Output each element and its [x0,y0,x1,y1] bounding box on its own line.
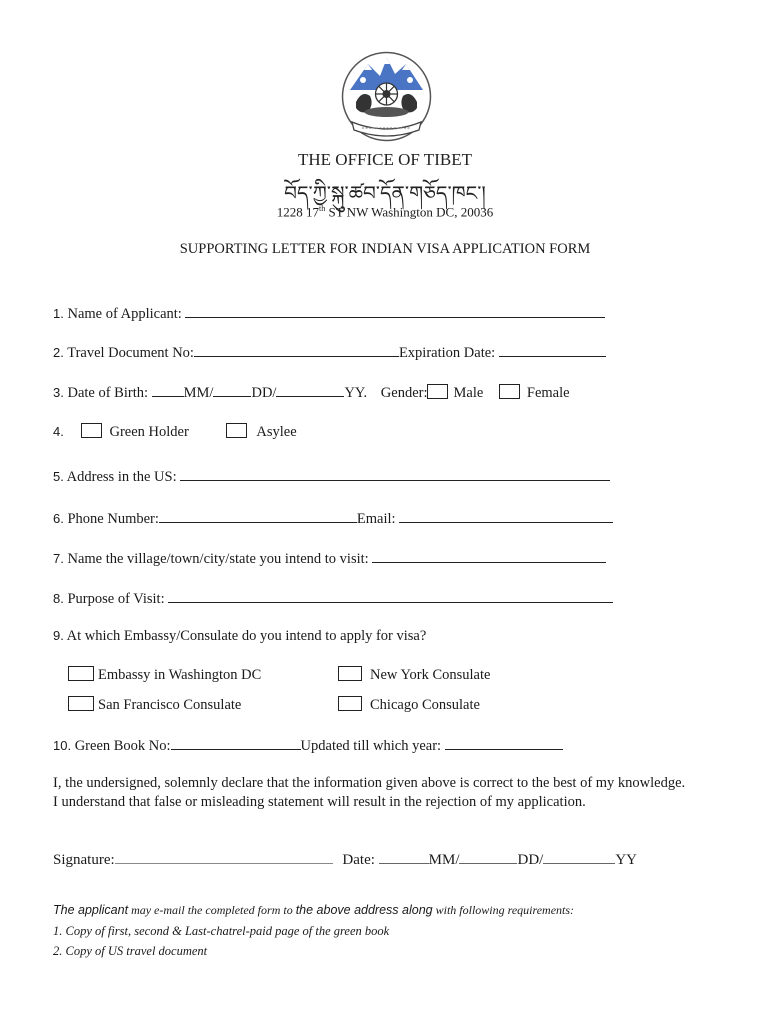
sign-mm: MM/ [428,852,460,868]
field-embassy-question [53,628,426,645]
new-york-checkbox[interactable] [338,666,362,681]
note-part-b: may e-mail the completed form to [128,903,296,917]
field-number: 3. [53,385,64,400]
male-checkbox[interactable] [427,384,448,399]
option-chicago [338,696,480,714]
address-line-post: ST NW Washington DC, 20036 [325,204,494,220]
updated-label: Updated till which year: [300,738,442,754]
green-book-input[interactable] [171,736,301,750]
tibetan-title: བོད་ཀྱི་སྐུ་ཚབ་དོན་གཅོད་ཁང་། [284,183,486,205]
chicago-checkbox[interactable] [338,696,362,711]
san-francisco-checkbox[interactable] [68,696,94,711]
sign-dd: DD/ [517,852,544,868]
note-part-c: the above address along [295,903,433,917]
signature-row [53,850,637,869]
requirement-2: 2. Copy of US travel document [53,944,208,958]
sign-yy: YY [615,852,637,868]
signature-label: Signature: [53,852,115,868]
field-label: Purpose of Visit: [67,591,165,607]
field-purpose [53,589,613,608]
new-york-label: New York Consulate [370,667,491,683]
field-name-of-applicant [53,304,605,323]
field-number: 8. [53,591,64,606]
female-label: Female [526,385,570,401]
field-number: 7. [53,551,64,566]
embassy-dc-label: Embassy in Washington DC [98,667,262,683]
dob-day-input[interactable] [213,383,251,397]
address-line-pre: 1228 17 [276,204,320,220]
field-label: Travel Document No: [67,345,194,361]
visit-place-input[interactable] [372,549,606,563]
san-francisco-label: San Francisco Consulate [98,697,242,713]
address-sup: th [319,204,326,213]
dob-month-input[interactable] [152,383,184,397]
email-input[interactable] [399,509,613,523]
field-green-book [53,736,563,755]
option-embassy-dc [68,666,261,684]
declaration-line-1: I, the undersigned, solemnly declare that the information given above is correct to the best of my knowledge. [53,775,686,791]
note-part-d: with following requirements: [432,903,575,917]
dob-mm: MM/ [183,385,214,401]
field-number: 9. [53,628,64,643]
office-address [0,204,770,220]
green-holder-checkbox[interactable] [81,423,102,438]
purpose-input[interactable] [168,589,613,603]
signature-input[interactable] [115,850,333,864]
field-label: Name of Applicant: [67,306,182,322]
expiration-date-input[interactable] [499,343,606,357]
declaration-line-2: I understand that false or misleading statement will result in the rejection of my application. [53,794,586,810]
field-label: At which Embassy/Consulate do you intend to apply for visa? [66,628,427,644]
field-label: Date of Birth: [67,385,149,401]
field-status [53,423,297,441]
asylee-checkbox[interactable] [226,423,247,438]
requirement-1: 1. Copy of first, second & Last-chatrel-paid page of the green book [53,924,390,938]
male-label: Male [453,385,484,401]
office-title: THE OFFICE OF TIBET [298,150,472,169]
field-travel-document [53,343,606,362]
address-input[interactable] [180,467,610,481]
field-number: 5. [53,469,64,484]
note-part-a: The applicant [53,903,129,917]
dob-dd: DD/ [251,385,277,401]
embassy-dc-checkbox[interactable] [68,666,94,681]
field-number: 1. [53,306,64,321]
sign-year-input[interactable] [543,850,615,864]
field-phone-email [53,509,613,528]
field-label: Green Book No: [74,738,171,754]
field-number: 10. [53,738,72,753]
sign-month-input[interactable] [379,850,429,864]
field-label: Name the village/town/city/state you intend to visit: [67,551,369,567]
dob-year-input[interactable] [276,383,344,397]
asylee-label: Asylee [256,424,297,440]
sign-day-input[interactable] [459,850,517,864]
chicago-label: Chicago Consulate [370,697,480,713]
footer-note [53,903,574,918]
option-new-york [338,666,490,684]
field-number: 4. [53,424,64,439]
green-holder-label: Green Holder [109,424,189,440]
phone-input[interactable] [159,509,357,523]
dob-yy: YY. [344,385,368,401]
tibet-emblem-logo [340,50,433,143]
field-number: 2. [53,345,64,360]
email-label: Email: [356,511,396,527]
field-address [53,467,610,486]
travel-document-input[interactable] [194,343,399,357]
updated-year-input[interactable] [445,736,563,750]
expiration-label: Expiration Date: [398,345,496,361]
field-label: Address in the US: [66,469,177,485]
gender-label: Gender: [380,385,428,401]
field-date-of-birth [53,383,570,402]
date-label: Date: [342,852,375,868]
option-san-francisco [68,696,241,714]
field-label: Phone Number: [67,511,159,527]
field-visit-place [53,549,606,568]
field-number: 6. [53,511,64,526]
applicant-name-input[interactable] [185,304,605,318]
form-title: SUPPORTING LETTER FOR INDIAN VISA APPLICATION FORM [179,241,591,257]
female-checkbox[interactable] [499,384,520,399]
